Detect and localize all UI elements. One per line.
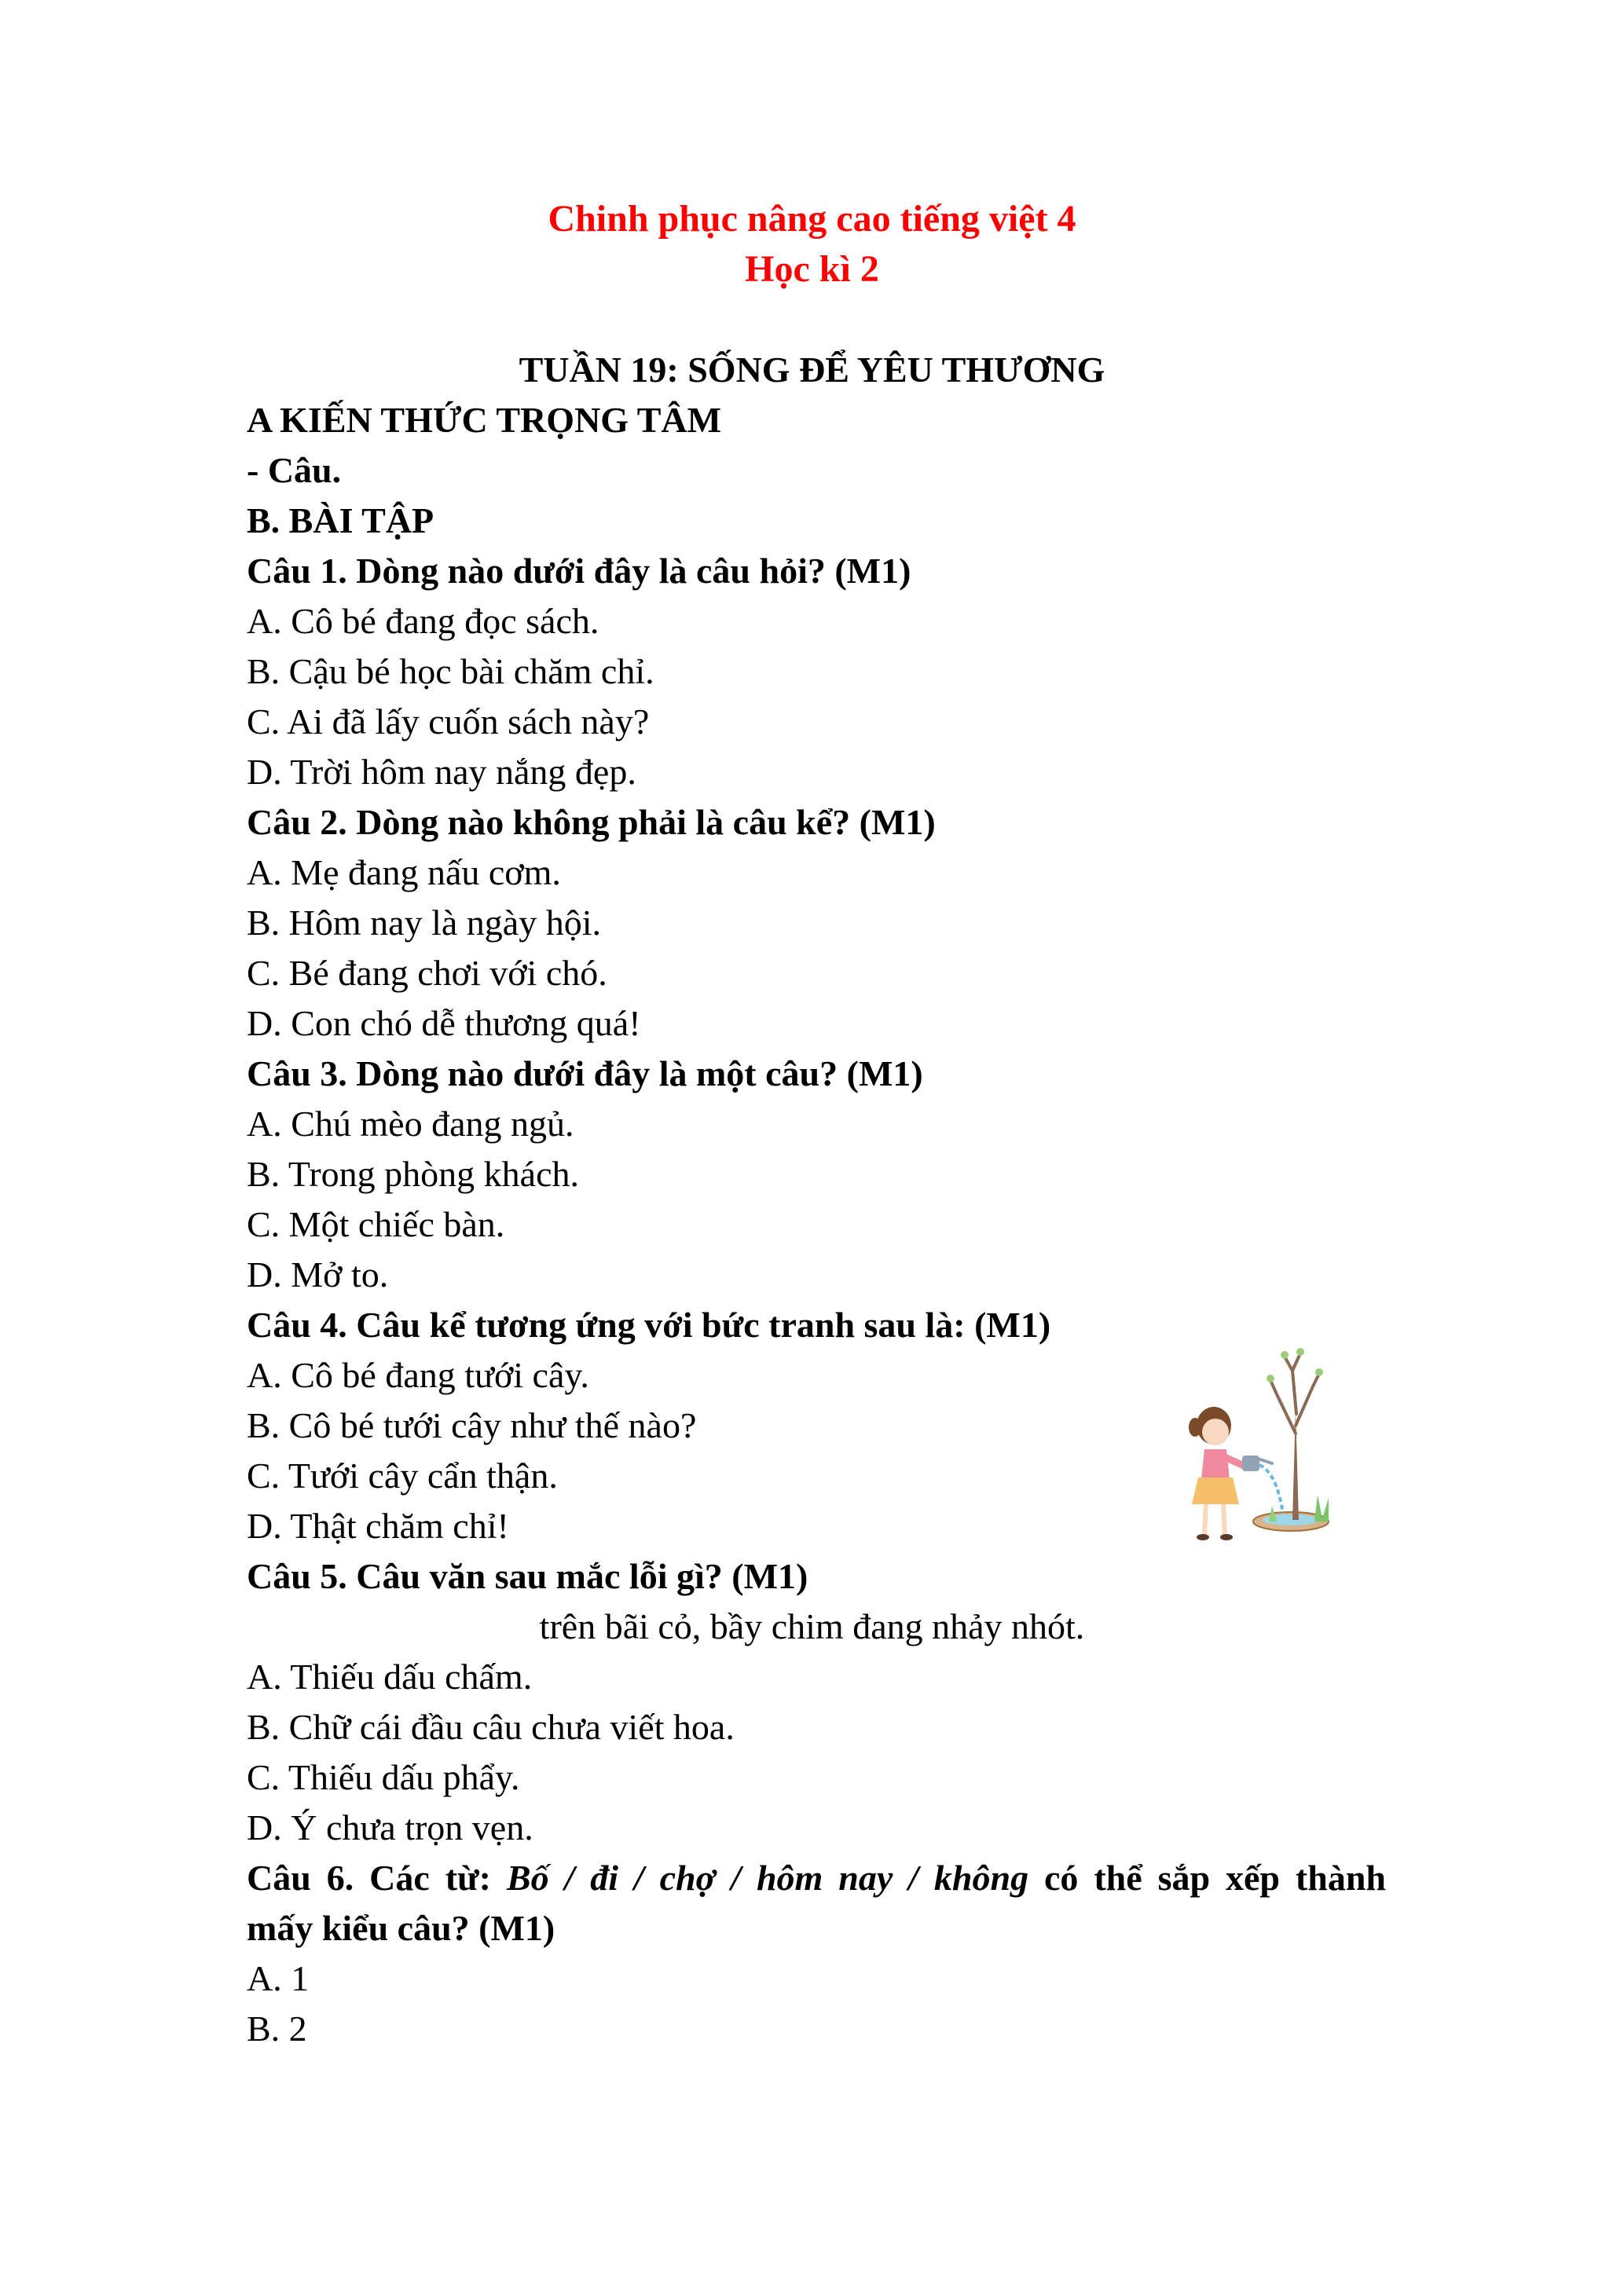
question-3: Câu 3. Dòng nào dưới đây là một câu? (M1) [247,1053,923,1093]
semester-label: Học kì 2 [745,248,879,290]
q2-option-b: B. Hôm nay là ngày hội. [247,903,601,943]
section-a-item: - Câu. [247,450,342,490]
girl-watering-tree-illustration [1167,1339,1355,1547]
q3-option-c: C. Một chiếc bàn. [247,1204,505,1244]
q4-option-a: A. Cô bé đang tưới cây. [247,1355,589,1395]
q6-suffix: có thể sắp xếp thành [1044,1858,1387,1898]
q1-option-b: B. Cậu bé học bài chăm chỉ. [247,651,654,691]
q5-option-d: D. Ý chưa trọn vẹn. [247,1807,533,1847]
question-6-line-2: mấy kiểu câu? (M1) [247,1908,555,1948]
q5-option-c: C. Thiếu dấu phẩy. [247,1757,520,1797]
q6-option-a: A. 1 [247,1958,310,1998]
q5-option-b: B. Chữ cái đầu câu chưa viết hoa. [247,1707,735,1747]
q5-sentence: trên bãi cỏ, bầy chim đang nhảy nhót. [539,1606,1085,1646]
question-5: Câu 5. Câu văn sau mắc lỗi gì? (M1) [247,1556,808,1596]
water-stream [1259,1465,1283,1514]
q4-option-b: B. Cô bé tưới cây như thế nào? [247,1405,697,1445]
q1-option-a: A. Cô bé đang đọc sách. [247,601,599,641]
question-1: Câu 1. Dòng nào dưới đây là câu hỏi? (M1) [247,551,911,591]
q5-option-a: A. Thiếu dấu chấm. [247,1657,533,1697]
q4-option-d: D. Thật chăm chỉ! [247,1506,509,1546]
q6-option-b: B. 2 [247,2009,307,2049]
question-6-line-1 [247,1853,1386,1903]
document-title: Chinh phục nâng cao tiếng việt 4 [548,198,1076,240]
question-2: Câu 2. Dòng nào không phải là câu kể? (M1) [247,802,936,842]
q1-option-c: C. Ai đã lấy cuốn sách này? [247,701,650,742]
q2-option-d: D. Con chó dễ thương quá! [247,1003,641,1043]
tree-branches [1270,1353,1319,1434]
q2-option-a: A. Mẹ đang nấu cơm. [247,852,561,892]
week-title: TUẦN 19: SỐNG ĐỂ YÊU THƯƠNG [519,350,1105,390]
q6-words: Bố / đi / chợ / hôm nay / không [506,1858,1029,1898]
section-a-heading: A KIẾN THỨC TRỌNG TÂM [247,400,722,440]
question-4: Câu 4. Câu kể tương ứng với bức tranh sau là: (M1) [247,1305,1051,1345]
q3-option-b: B. Trong phòng khách. [247,1154,579,1194]
q6-prefix: Câu 6. Các từ: [247,1858,491,1898]
girl-figure [1189,1407,1245,1540]
q2-option-c: C. Bé đang chơi với chó. [247,953,607,993]
grass [1314,1495,1329,1522]
q1-option-d: D. Trời hôm nay nắng đẹp. [247,752,636,792]
q3-option-a: A. Chú mèo đang ngủ. [247,1104,574,1144]
q4-option-c: C. Tưới cây cẩn thận. [247,1456,558,1496]
q3-option-d: D. Mở to. [247,1254,389,1294]
section-b-heading: B. BÀI TẬP [247,500,434,540]
